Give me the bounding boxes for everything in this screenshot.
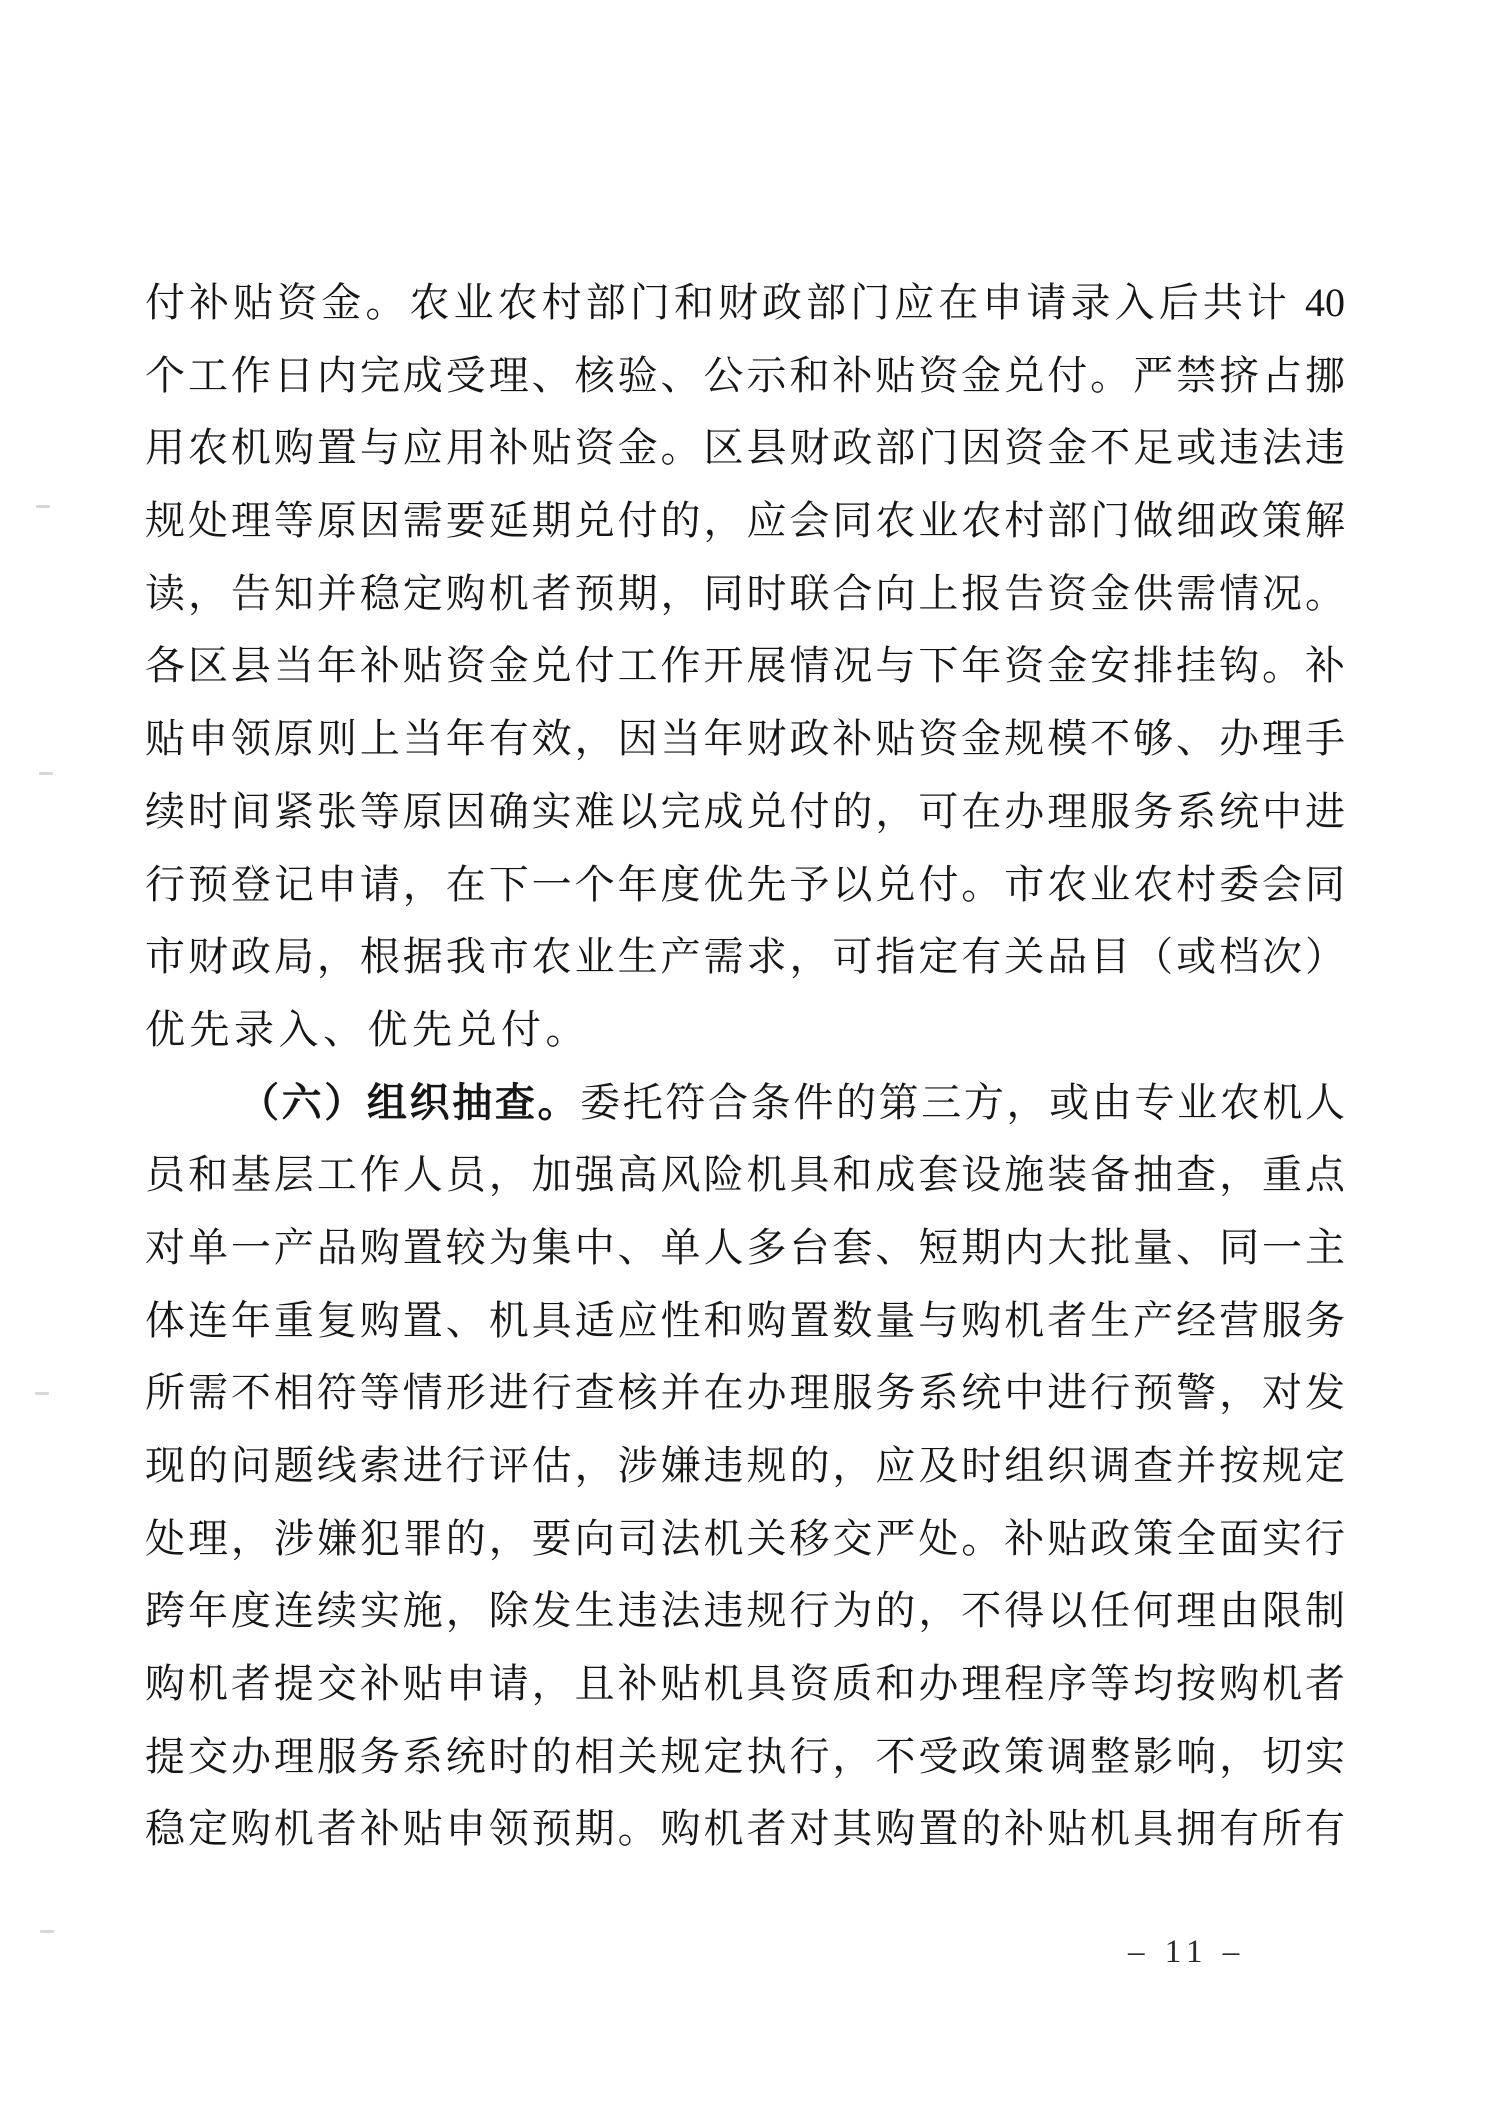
scan-artifact: [39, 772, 53, 775]
text-line: 个工作日内完成受理、核验、公示和补贴资金兑付。严禁挤占挪: [145, 352, 1345, 398]
text-line: 跨年度连续实施，除发生违法违规行为的，不得以任何理由限制: [145, 1588, 1345, 1634]
text-line: 行预登记申请，在下一个年度优先予以兑付。市农业农村委会同: [145, 861, 1345, 907]
text-line: 委托符合条件的第三方，或由专业农机人: [580, 1079, 1346, 1125]
scan-artifact: [36, 505, 50, 508]
document-body-text: [145, 267, 1345, 1866]
text-line: 贴申领原则上当年有效，因当年财政补贴资金规模不够、办理手: [145, 716, 1345, 762]
page-number: – 11 –: [1128, 1934, 1246, 1970]
section-heading: （六）组织抽查。: [239, 1079, 581, 1125]
text-line: 对单一产品购置较为集中、单人多台套、短期内大批量、同一主: [145, 1224, 1345, 1270]
text-line: 现的问题线索进行评估，涉嫌违规的，应及时组织调查并按规定: [145, 1443, 1345, 1488]
scan-artifact: [35, 1392, 49, 1395]
text-line: 市财政局，根据我市农业生产需求，可指定有关品目（或档次）: [145, 934, 1345, 980]
scan-artifact: [40, 1930, 54, 1933]
text-line-section-start: [145, 1067, 1345, 1140]
text-line: 各区县当年补贴资金兑付工作开展情况与下年资金安排挂钩。补: [145, 643, 1345, 689]
text-line: 处理，涉嫌犯罪的，要向司法机关移交严处。补贴政策全面实行: [145, 1515, 1345, 1561]
text-line: 提交办理服务系统时的相关规定执行，不受政策调整影响，切实: [145, 1733, 1345, 1779]
text-line: 购机者提交补贴申请，且补贴机具资质和办理程序等均按购机者: [145, 1661, 1345, 1707]
text-line: 员和基层工作人员，加强高风险机具和成套设施装备抽查，重点: [145, 1152, 1345, 1198]
text-line: 体连年重复购置、机具适应性和购置数量与购机者生产经营服务: [145, 1297, 1345, 1343]
text-line: 读，告知并稳定购机者预期，同时联合向上报告资金供需情况。: [145, 570, 1345, 616]
text-line: 稳定购机者补贴申领预期。购机者对其购置的补贴机具拥有所有: [145, 1806, 1345, 1852]
text-line: 续时间紧张等原因确实难以完成兑付的，可在办理服务系统中进: [145, 788, 1345, 834]
text-line: 用农机购置与应用补贴资金。区县财政部门因资金不足或违法违: [145, 425, 1345, 471]
text-line: 所需不相符等情形进行查核并在办理服务系统中进行预警，对发: [145, 1370, 1345, 1416]
text-line: 规处理等原因需要延期兑付的，应会同农业农村部门做细政策解: [145, 498, 1345, 544]
paragraph-last-line: 优先录入、优先兑付。: [145, 1006, 590, 1052]
text-line: 付补贴资金。农业农村部门和财政部门应在申请录入后共计 40: [145, 280, 1345, 325]
